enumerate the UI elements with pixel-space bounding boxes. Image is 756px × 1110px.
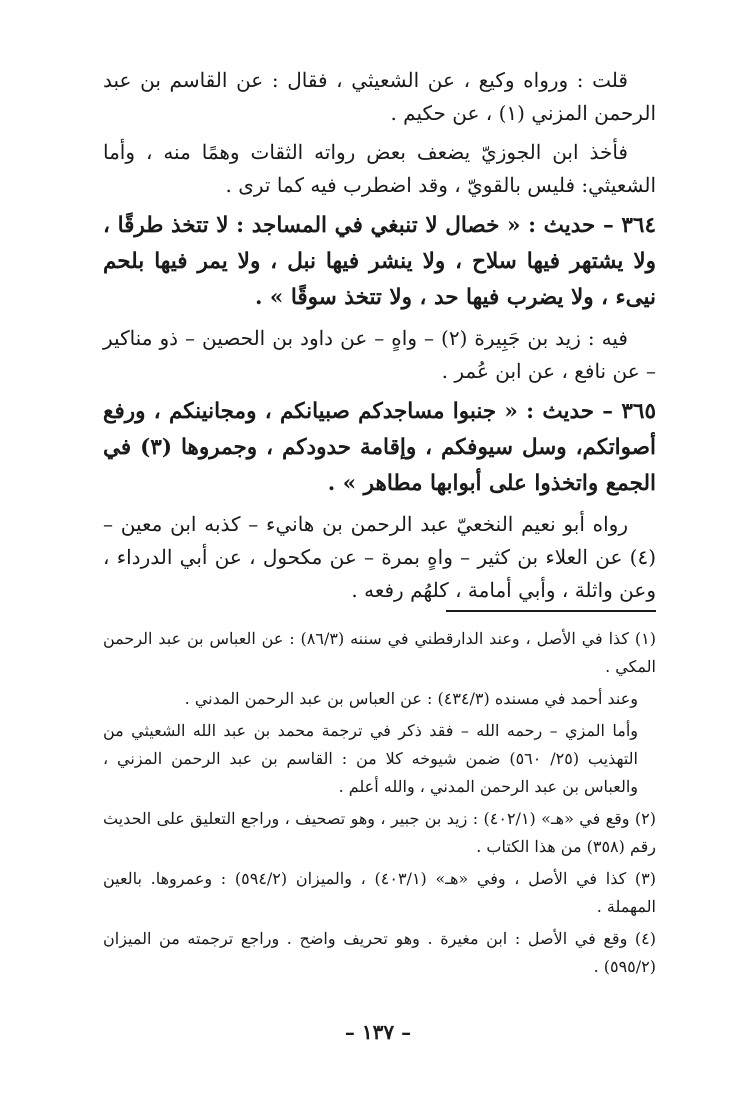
footnote-1: (١) كذا في الأصل ، وعند الدارقطني في سننه (٨٦/٣) : عن العباس بن عبد الرحمن المكي . xyxy=(103,629,657,676)
paragraph-commentary-1: قلت : ورواه وكيع ، عن الشعيثي ، فقال : عن القاسم بن عبد الرحمن المزني (١) ، عن حكيم . xyxy=(103,68,656,125)
hadith-365: ٣٦٥ – حديث : « جنبوا مساجدكم صبيانكم ، ومجانينكم ، ورفع أصواتكم، وسل سيوفكم ، وإقامة حدودكم ، وجمروها (٣) في الجمع واتخذوا على أبوابها مطاهر » . xyxy=(103,399,656,496)
paragraph-commentary-2: فأخذ ابن الجوزيّ يضعف بعض رواته الثقات وهمًا منه ، وأما الشعيثي: فليس بالقويّ ، وقد اضطرب فيه كما ترى . xyxy=(103,140,656,197)
footnote-divider xyxy=(446,610,656,612)
footnote-1-continuation-b: وأما المزي – رحمه الله – فقد ذكر في ترجمة محمد بن عبد الله الشعيثي من التهذيب (٢٥/ ٥٦٠) ضمن شيوخه كلا من : القاسم بن عبد الرحمن المزني ، والعباس بن عبد الرحمن المدني ، والله أعلم . xyxy=(103,721,639,796)
hadith-364: ٣٦٤ – حديث : « خصال لا تنبغي في المساجد : لا تتخذ طرقًا ، ولا يشتهر فيها سلاح ، ولا ينشر فيها نبل ، ولا يمر فيها بلحم نيىء ، ولا يضرب فيها حد ، ولا تتخذ سوقًا » . xyxy=(103,213,656,310)
footnotes xyxy=(103,625,656,985)
page-number: – ١٣٧ – xyxy=(344,1020,412,1044)
footnote-2: (٢) وقع في «هـ» (٤٠٢/١) : زيد بن جبير ، وهو تصحيف ، وراجع التعليق على الحديث رقم (٣٥٨) من هذا الكتاب . xyxy=(103,809,657,856)
footnote-4: (٤) وقع في الأصل : ابن مغيرة . وهو تحريف واضح . وراجع ترجمته من الميزان (٥٩٥/٢) . xyxy=(103,929,656,976)
footnote-1-continuation-a: وعند أحمد في مسنده (٤٣٤/٣) : عن العباس بن عبد الرحمن المدني . xyxy=(184,689,638,708)
footnote-3: (٣) كذا في الأصل ، وفي «هـ» (٤٠٣/١) ، والميزان (٥٩٤/٢) : وعمروها. بالعين المهملة . xyxy=(103,869,656,916)
paragraph-commentary-3: فيه : زيد بن جَبِيرة (٢) – واهٍ – عن داود بن الحصين – ذو مناكير – عن نافع ، عن ابن عُمر . xyxy=(103,326,656,383)
main-text xyxy=(103,64,656,613)
paragraph-commentary-4: رواه أبو نعيم النخعيّ عبد الرحمن بن هانيء – كذبه ابن معين – (٤) عن العلاء بن كثير – واهٍ بمرة – عن مكحول ، عن أبي الدرداء ، وعن واثلة ، وأبي أمامة ، كلهُم رفعه . xyxy=(103,512,656,602)
